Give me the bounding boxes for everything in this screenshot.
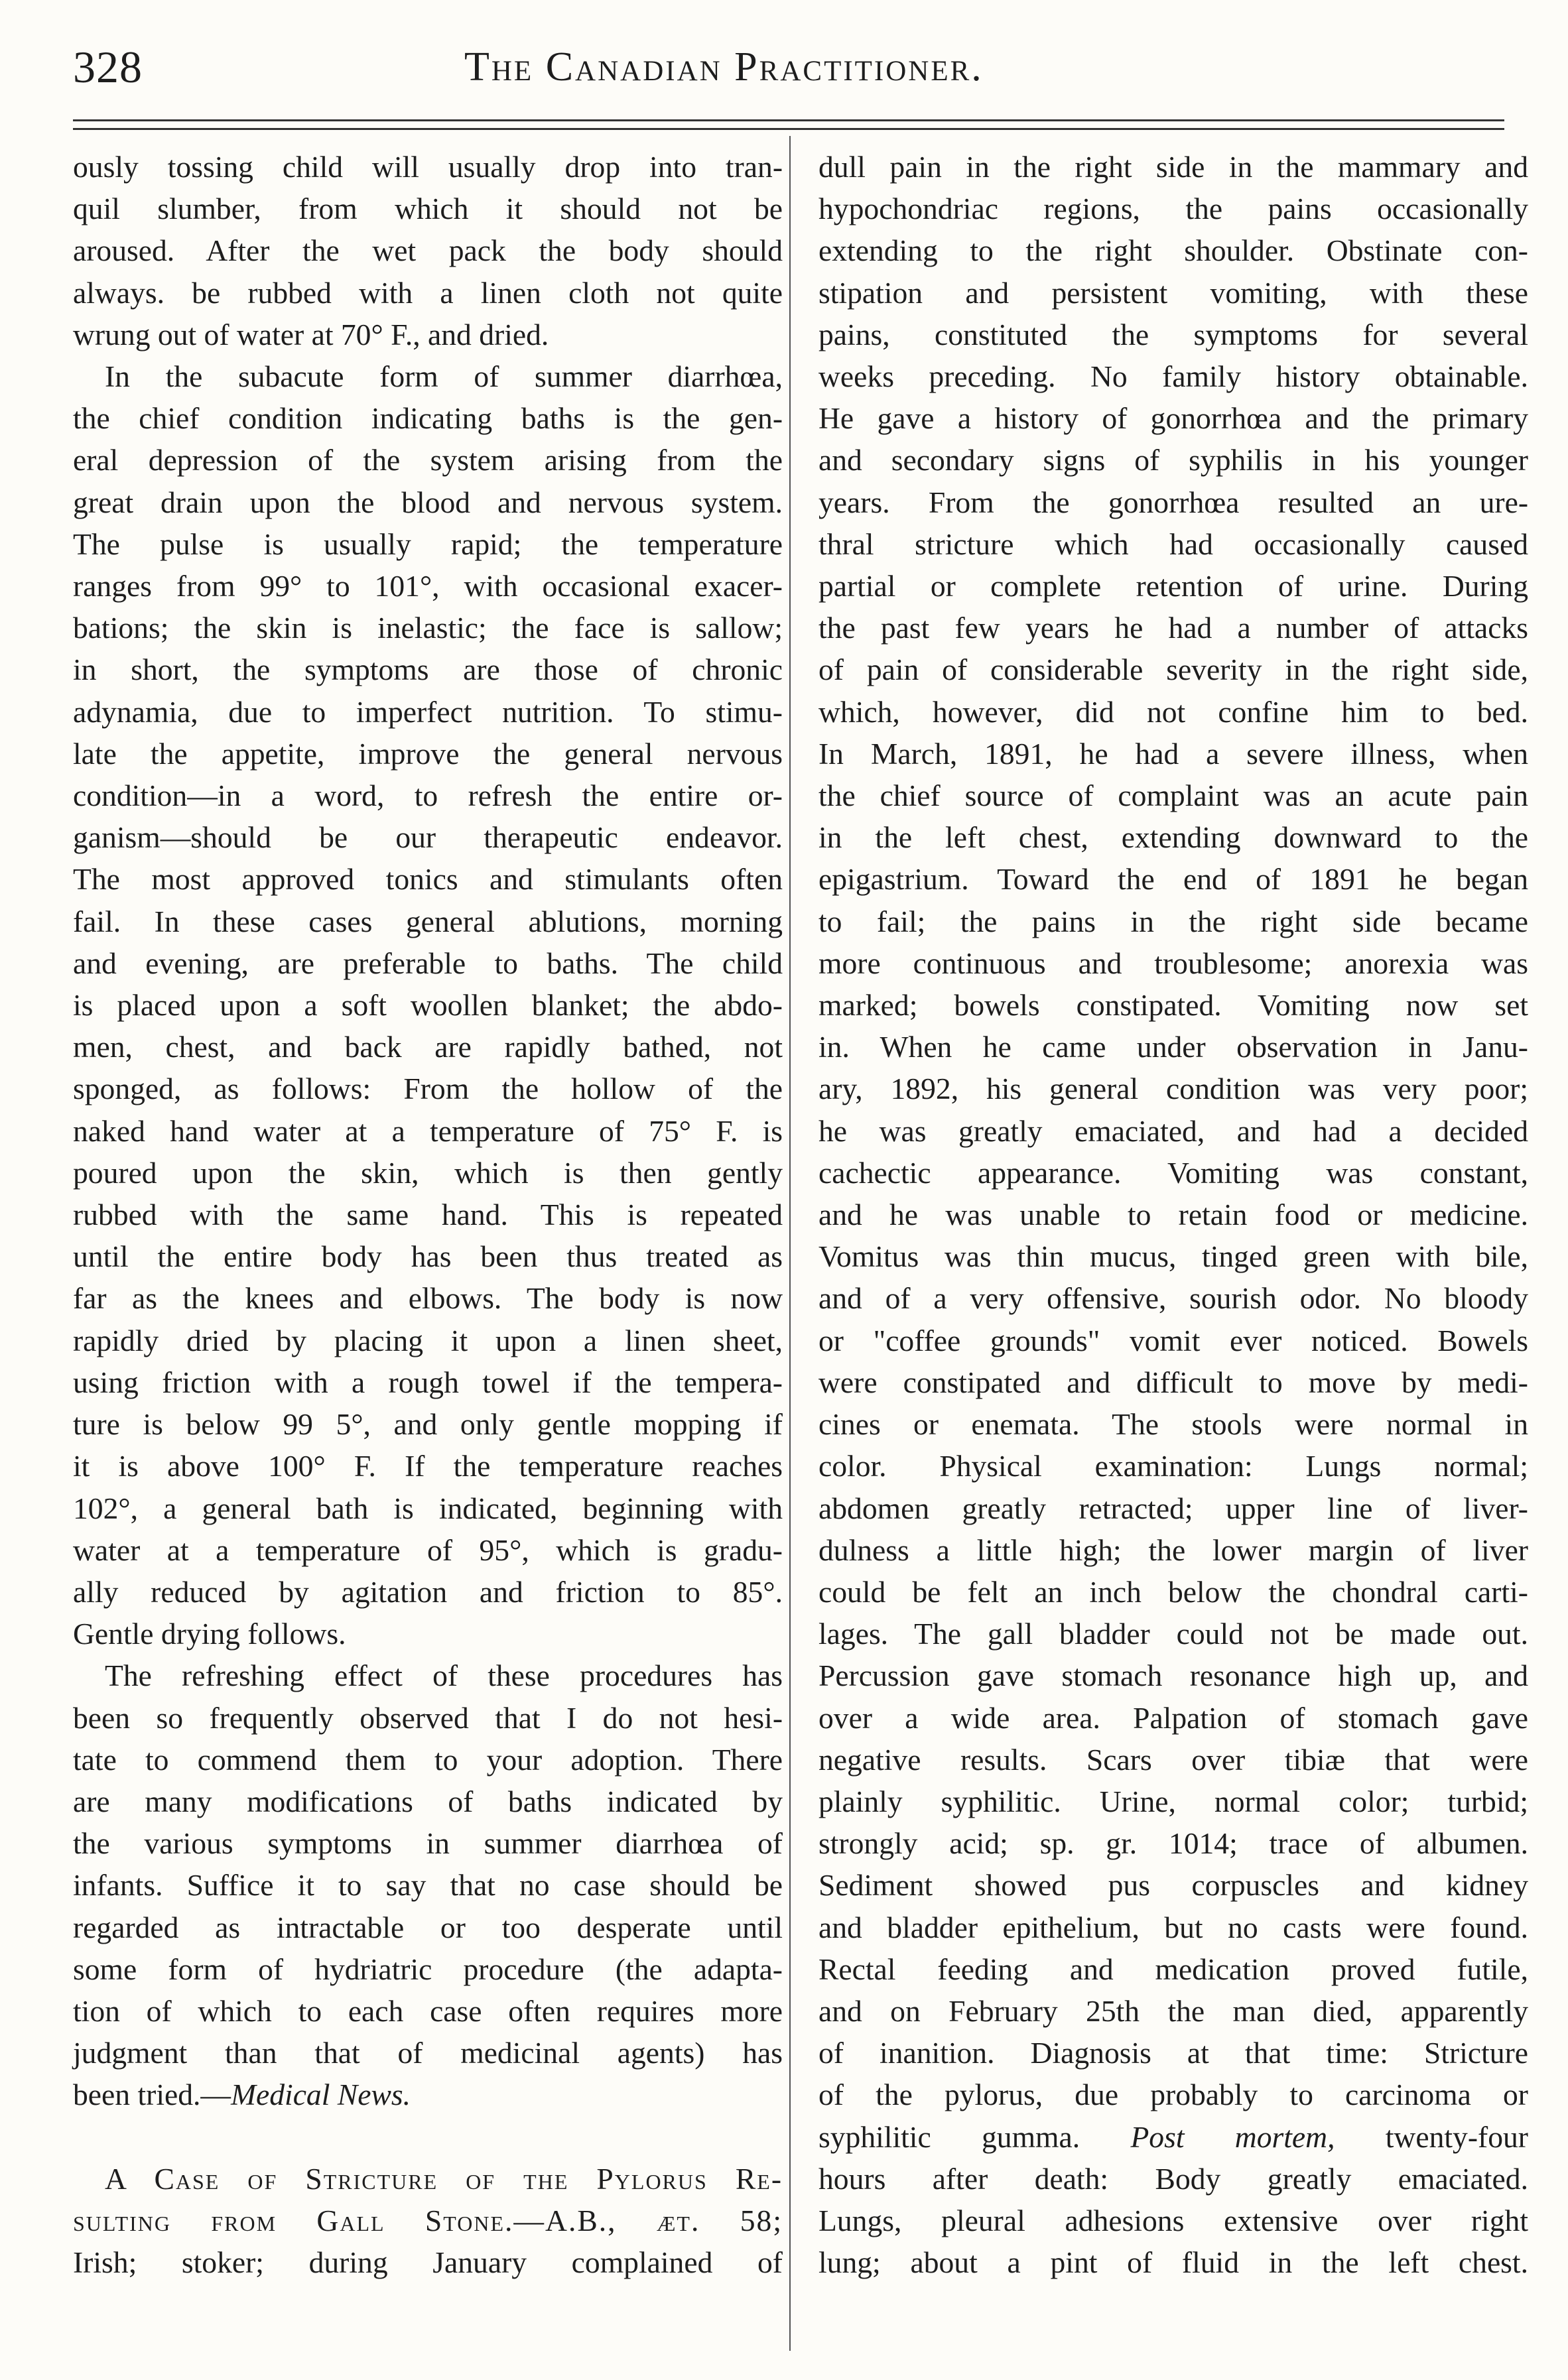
- text-line: dull pain in the right side in the mammary and: [818, 150, 1528, 184]
- left-column: [73, 146, 783, 2283]
- text-line: judgment than that of medicinal agents) has: [73, 2036, 783, 2070]
- text-line: been so frequently observed that I do not hesi-: [73, 1700, 783, 1735]
- text-line: hypochondriac regions, the pains occasionally: [818, 192, 1528, 226]
- text-line: in the left chest, extending downward to the: [818, 820, 1528, 855]
- text-line: ary, 1892, his general condition was very poor;: [818, 1072, 1528, 1106]
- text-line: ally reduced by agitation and friction to 85°.: [73, 1574, 783, 1609]
- text-fragment: twenty-four: [1385, 2119, 1528, 2154]
- text-line: Percussion gave stomach resonance high up, and: [818, 1659, 1528, 1693]
- text-line: always. be rubbed with a linen cloth not quite: [73, 275, 783, 310]
- text-line: until the entire body has been thus treated as: [73, 1239, 783, 1274]
- text-line: and bladder epithelium, but no casts were found.: [818, 1910, 1528, 1944]
- text-line: dulness a little high; the lower margin of liver: [818, 1533, 1528, 1567]
- text-line: great drain upon the blood and nervous system.: [73, 485, 783, 519]
- text-fragment: syphilitic gumma.: [818, 2119, 1080, 2154]
- text-line: cines or enemata. The stools were normal in: [818, 1407, 1528, 1442]
- text-line: and he was unable to retain food or medicine.: [818, 1198, 1528, 1232]
- text-line: adynamia, due to imperfect nutrition. To stimu-: [73, 694, 783, 729]
- text-line: fail. In these cases general ablutions, morning: [73, 904, 783, 938]
- text-line: were constipated and difficult to move by medi-: [818, 1365, 1528, 1399]
- text-line: pains, constituted the symptoms for several: [818, 317, 1528, 351]
- text-line: strongly acid; sp. gr. 1014; trace of albumen.: [818, 1826, 1528, 1861]
- text-line: poured upon the skin, which is then gently: [73, 1155, 783, 1190]
- text-line: the chief source of complaint was an acute pain: [818, 779, 1528, 813]
- text-line: The refreshing effect of these procedures has: [105, 1659, 783, 1693]
- text-line: He gave a history of gonorrhœa and the primary: [818, 401, 1528, 436]
- text-line: which, however, did not confine him to bed.: [818, 694, 1528, 729]
- post-mortem-label: Post mortem,: [1130, 2119, 1335, 2154]
- running-title: The Canadian Practitioner.: [464, 44, 984, 90]
- text-line: is placed upon a soft woollen blanket; the abdo-: [73, 988, 783, 1023]
- text-line: regarded as intractable or too desperate until: [73, 1910, 783, 1944]
- text-line: could be felt an inch below the chondral carti-: [818, 1574, 1528, 1609]
- text-line: more continuous and troublesome; anorexia was: [818, 946, 1528, 980]
- text-line: weeks preceding. No family history obtainable.: [818, 359, 1528, 394]
- text-line: and evening, are preferable to baths. The child: [73, 946, 783, 980]
- article-heading-cont: [73, 2200, 783, 2241]
- text-line: the various symptoms in summer diarrhœa of: [73, 1826, 783, 1861]
- text-line: the past few years he had a number of attacks: [818, 611, 1528, 645]
- text-line: Vomitus was thin mucus, tinged green with bile,: [818, 1239, 1528, 1274]
- text-line: some form of hydriatric procedure (the adapta-: [73, 1952, 783, 1986]
- text-line: he was greatly emaciated, and had a decided: [818, 1113, 1528, 1148]
- text-line: marked; bowels constipated. Vomiting now set: [818, 988, 1528, 1023]
- text-line: eral depression of the system arising from the: [73, 443, 783, 477]
- text-line: sponged, as follows: From the hollow of the: [73, 1072, 783, 1106]
- header-rule-bottom: [73, 128, 1504, 130]
- text-line: Gentle drying follows.: [73, 1617, 346, 1651]
- source-credit: Medical News.: [231, 2078, 411, 2112]
- heading-fragment: sulting from Gall Stone.—A.B., æt. 58;: [73, 2203, 783, 2237]
- text-line: abdomen greatly retracted; upper line of liver-: [818, 1491, 1528, 1525]
- text-line: naked hand water at a temperature of 75° F. is: [73, 1113, 783, 1148]
- column-divider: [789, 136, 791, 2351]
- text-line: far as the knees and elbows. The body is now: [73, 1281, 783, 1316]
- text-line: of pain of considerable severity in the right side,: [818, 653, 1528, 687]
- page-number: 328: [73, 42, 143, 92]
- text-line: partial or complete retention of urine. During: [818, 569, 1528, 603]
- text-line: using friction with a rough towel if the tempera-: [73, 1365, 783, 1399]
- text-line: tion of which to each case often requires more: [73, 1993, 783, 2028]
- text-line: water at a temperature of 95°, which is gradu-: [73, 1533, 783, 1567]
- text-line: ranges from 99° to 101°, with occasional exacer-: [73, 569, 783, 603]
- section-gap: [73, 2116, 783, 2158]
- text-line: In the subacute form of summer diarrhœa,: [105, 359, 783, 394]
- text-fragment: been tried.—: [73, 2078, 231, 2112]
- text-line: infants. Suffice it to say that no case should be: [73, 1868, 783, 1903]
- text-line: color. Physical examination: Lungs normal;: [818, 1449, 1528, 1483]
- text-line: ously tossing child will usually drop into tran-: [73, 150, 783, 184]
- text-line: ganism—should be our therapeutic endeavor.: [73, 820, 783, 855]
- text-line: wrung out of water at 70° F., and dried.: [73, 317, 549, 351]
- text-line: late the appetite, improve the general nervous: [73, 736, 783, 771]
- text-line-post-mortem: [818, 2116, 1528, 2158]
- text-line: The pulse is usually rapid; the temperature: [73, 527, 783, 561]
- text-line: the chief condition indicating baths is the gen-: [73, 401, 783, 436]
- text-line: or "coffee grounds" vomit ever noticed. Bowels: [818, 1323, 1528, 1357]
- text-line: negative results. Scars over tibiæ that were: [818, 1742, 1528, 1777]
- text-line: men, chest, and back are rapidly bathed, not: [73, 1030, 783, 1064]
- text-line: Rectal feeding and medication proved futile,: [818, 1952, 1528, 1986]
- text-line: stipation and persistent vomiting, with these: [818, 275, 1528, 310]
- text-line: aroused. After the wet pack the body should: [73, 233, 783, 268]
- text-line: in. When he came under observation in Janu-: [818, 1030, 1528, 1064]
- text-line: hours after death: Body greatly emaciated.: [818, 2161, 1528, 2196]
- header-rule-top: [73, 119, 1504, 121]
- text-line: ture is below 99 5°, and only gentle mopping if: [73, 1407, 783, 1442]
- text-line: epigastrium. Toward the end of 1891 he began: [818, 862, 1528, 897]
- text-line: and secondary signs of syphilis in his younger: [818, 443, 1528, 477]
- text-line: are many modifications of baths indicated by: [73, 1784, 783, 1818]
- text-line: condition—in a word, to refresh the entire or-: [73, 779, 783, 813]
- text-line: over a wide area. Palpation of stomach gave: [818, 1700, 1528, 1735]
- text-line: 102°, a general bath is indicated, beginning with: [73, 1491, 783, 1525]
- text-line: and of a very offensive, sourish odor. No bloody: [818, 1281, 1528, 1316]
- text-line: tate to commend them to your adoption. There: [73, 1742, 783, 1777]
- text-line: In March, 1891, he had a severe illness, when: [818, 736, 1528, 771]
- text-line: of the pylorus, due probably to carcinoma or: [818, 2078, 1528, 2112]
- text-line: rapidly dried by placing it upon a linen sheet,: [73, 1323, 783, 1357]
- text-line: and on February 25th the man died, apparently: [818, 1993, 1528, 2028]
- right-column: [818, 146, 1528, 2283]
- text-line: it is above 100° F. If the temperature reaches: [73, 1449, 783, 1483]
- text-line: Sediment showed pus corpuscles and kidney: [818, 1868, 1528, 1903]
- text-line: of inanition. Diagnosis at that time: Stricture: [818, 2036, 1528, 2070]
- text-line: years. From the gonorrhœa resulted an ure-: [818, 485, 1528, 519]
- text-line: lung; about a pint of fluid in the left chest.: [818, 2245, 1528, 2280]
- text-line: thral stricture which had occasionally caused: [818, 527, 1528, 561]
- text-line: cachectic appearance. Vomiting was constant,: [818, 1155, 1528, 1190]
- text-line: quil slumber, from which it should not be: [73, 192, 783, 226]
- text-line: Lungs, pleural adhesions extensive over right: [818, 2203, 1528, 2237]
- text-line: rubbed with the same hand. This is repeated: [73, 1198, 783, 1232]
- text-line: extending to the right shoulder. Obstinate con-: [818, 233, 1528, 268]
- text-line: to fail; the pains in the right side became: [818, 904, 1528, 938]
- text-line: lages. The gall bladder could not be made out.: [818, 1617, 1528, 1651]
- text-line: plainly syphilitic. Urine, normal color; turbid;: [818, 1784, 1528, 1818]
- text-line-with-credit: [73, 2074, 783, 2115]
- text-line: The most approved tonics and stimulants often: [73, 862, 783, 897]
- article-heading: A Case of Stricture of the Pylorus Re-: [105, 2161, 783, 2196]
- text-line: Irish; stoker; during January complained of: [73, 2245, 783, 2279]
- text-line: bations; the skin is inelastic; the face is sallow;: [73, 611, 783, 645]
- text-line: in short, the symptoms are those of chronic: [73, 653, 783, 687]
